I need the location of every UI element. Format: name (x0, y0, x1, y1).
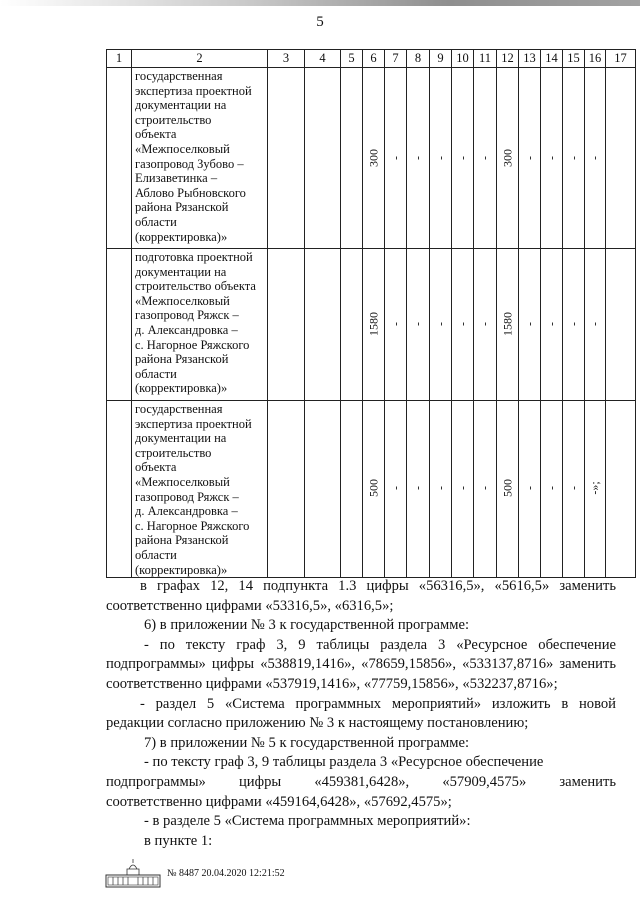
empty-cell (305, 68, 341, 249)
value-cell (474, 249, 497, 401)
description-line: области (135, 547, 177, 562)
description-line: объекта (135, 460, 177, 475)
value-cell (430, 249, 452, 401)
value-text: - (544, 322, 558, 326)
description-line: газопровод Зубово – (135, 156, 244, 171)
page-number: 5 (316, 14, 324, 30)
description-line: (корректировка)» (135, 381, 228, 396)
value-cell (385, 249, 407, 401)
value-text: -»; (587, 480, 602, 495)
description-line: д. Александровка – (135, 504, 238, 519)
value-cell (452, 249, 474, 401)
value-cell (385, 401, 407, 578)
description-line: государственная (135, 402, 223, 416)
document-registration-stamp: № 8487 20.04.2020 12:21:52 (167, 867, 285, 879)
measure-description (132, 401, 268, 578)
column-header: 6 (363, 50, 385, 68)
column-header: 1 (107, 50, 132, 68)
column-header: 2 (132, 50, 268, 68)
value-cell (606, 401, 636, 578)
value-text: - (410, 155, 425, 160)
value-cell (541, 401, 563, 578)
description-line: документации на (135, 264, 227, 279)
value-cell (474, 401, 497, 578)
value-cell (363, 249, 385, 401)
column-header: 13 (519, 50, 541, 68)
value-text: - (433, 155, 447, 160)
value-cell (563, 249, 585, 401)
value-text: - (433, 322, 447, 326)
description-line: «Межпоселковый (135, 474, 230, 489)
value-cell (430, 68, 452, 249)
value-text: 500 (500, 478, 514, 497)
value-text: - (522, 322, 536, 326)
description-line: (корректировка)» (135, 229, 228, 244)
measure-description (132, 249, 268, 401)
column-header: 12 (497, 50, 519, 68)
value-text: - (455, 322, 469, 326)
value-cell (585, 401, 606, 578)
value-text: - (587, 322, 602, 326)
word: подпрограммы» (106, 773, 206, 790)
empty-cell (341, 249, 363, 401)
value-cell (519, 401, 541, 578)
column-header: 11 (474, 50, 497, 68)
value-text: - (455, 485, 469, 490)
empty-cell (268, 68, 305, 249)
value-text: - (388, 485, 402, 490)
value-text: - (522, 485, 536, 490)
empty-cell (107, 249, 132, 401)
description-line: «Межпоселковый (135, 141, 230, 156)
column-header: 17 (606, 50, 636, 68)
value-cell (497, 68, 519, 249)
column-header: 8 (407, 50, 430, 68)
description-line: (корректировка)» (135, 562, 228, 577)
registry-building-icon (105, 858, 161, 888)
value-cell (519, 68, 541, 249)
description-line: газопровод Ряжск – (135, 308, 239, 323)
table-row (107, 249, 636, 401)
description-line: государственная (135, 69, 223, 83)
value-text: - (566, 322, 580, 326)
value-text: - (477, 322, 492, 326)
empty-cell (268, 401, 305, 578)
description-line: экспертиза проектной (135, 416, 252, 431)
value-cell (363, 401, 385, 578)
word: заменить (559, 773, 616, 790)
paragraph: - раздел 5 «Система программных мероприятий» изложить в новой редакции согласно приложению № 3 к настоящему постановлению; (106, 695, 616, 732)
value-cell (585, 68, 606, 249)
value-text: - (544, 485, 558, 490)
value-text: - (410, 322, 425, 326)
description-line: объекта (135, 127, 177, 142)
column-header: 5 (341, 50, 363, 68)
description-line: с. Нагорное Ряжского (135, 337, 250, 352)
empty-cell (107, 401, 132, 578)
value-cell (363, 68, 385, 249)
description-line: документации на (135, 431, 227, 446)
value-text: - (566, 485, 580, 490)
value-text: - (522, 155, 536, 160)
empty-cell (305, 249, 341, 401)
value-text: 300 (500, 148, 514, 167)
value-cell (606, 249, 636, 401)
value-cell (474, 68, 497, 249)
value-text: - (433, 485, 447, 490)
description-line: строительство объекта (135, 279, 256, 294)
column-header: 3 (268, 50, 305, 68)
description-line: строительство (135, 112, 212, 127)
description-line: Елизаветинка – (135, 171, 218, 186)
value-text: - (544, 155, 558, 160)
paragraph-line (106, 773, 616, 793)
value-cell (385, 68, 407, 249)
table-row (107, 401, 636, 578)
description-line: экспертиза проектной (135, 83, 252, 98)
empty-cell (305, 401, 341, 578)
value-text: 300 (366, 148, 380, 167)
value-text: - (388, 155, 402, 160)
paragraph: в графах 12, 14 подпункта 1.3 цифры «56316,5», «5616,5» заменить соответственно цифрами «53316,5», «6316,5»; (106, 578, 616, 614)
value-text: - (455, 155, 469, 160)
column-header: 10 (452, 50, 474, 68)
value-text: - (587, 155, 602, 160)
value-text: 1580 (366, 312, 380, 336)
column-header: 9 (430, 50, 452, 68)
value-text: - (388, 322, 402, 326)
column-header: 16 (585, 50, 606, 68)
description-line: документации на (135, 98, 227, 113)
word: цифры (239, 773, 282, 790)
description-line: области (135, 366, 177, 381)
empty-cell (268, 249, 305, 401)
document-body (106, 577, 616, 851)
paragraph: - по тексту граф 3, 9 таблицы раздела 3 «Ресурсное обеспечение подпрограммы» цифры «538819,1416», «78659,15856», «533137,8716» заменить соответственно цифрами «537919,1416», «77759,15856», «532237,8716»; (106, 636, 616, 692)
value-cell (563, 68, 585, 249)
value-cell (541, 68, 563, 249)
paragraph: 6) в приложении № 3 к государственной программе: (144, 617, 470, 634)
value-text: - (566, 155, 580, 160)
description-line: района Рязанской (135, 200, 229, 215)
value-cell (407, 401, 430, 578)
description-line: района Рязанской (135, 533, 229, 548)
paragraph: 7) в приложении № 5 к государственной программе: (144, 734, 470, 751)
word: «57909,4575» (442, 773, 527, 790)
column-header: 14 (541, 50, 563, 68)
paragraph: - по тексту граф 3, 9 таблицы раздела 3 «Ресурсное обеспечение (144, 754, 544, 771)
value-text: - (410, 485, 425, 490)
empty-cell (341, 401, 363, 578)
value-cell (585, 249, 606, 401)
measure-description (132, 68, 268, 249)
value-cell (497, 401, 519, 578)
value-cell (452, 401, 474, 578)
value-cell (497, 249, 519, 401)
description-line: газопровод Ряжск – (135, 489, 239, 504)
value-text: - (477, 155, 492, 160)
program-table (106, 49, 636, 578)
column-header: 7 (385, 50, 407, 68)
document-footer (105, 858, 285, 888)
description-line: области (135, 214, 177, 229)
value-cell (541, 249, 563, 401)
empty-cell (341, 68, 363, 249)
table-header-row (107, 50, 636, 68)
description-line: Аблово Рыбновского (135, 185, 246, 200)
column-header: 4 (305, 50, 341, 68)
value-cell (430, 401, 452, 578)
value-cell (407, 68, 430, 249)
value-text: 1580 (500, 312, 514, 336)
value-cell (519, 249, 541, 401)
description-line: строительство (135, 445, 212, 460)
paragraph: соответственно цифрами «459164,6428», «57692,4575»; (106, 793, 452, 810)
table-row (107, 68, 636, 249)
description-line: района Рязанской (135, 352, 229, 367)
value-cell (452, 68, 474, 249)
value-text: - (477, 485, 492, 490)
description-line: «Межпоселковый (135, 293, 230, 308)
empty-cell (107, 68, 132, 249)
value-cell (606, 68, 636, 249)
column-header: 15 (563, 50, 585, 68)
paragraph: в пункте 1: (144, 832, 213, 849)
value-cell (563, 401, 585, 578)
scan-top-edge (0, 0, 640, 6)
paragraph: - в разделе 5 «Система программных мероприятий»: (144, 813, 471, 830)
description-line: д. Александровка – (135, 322, 238, 337)
word: «459381,6428», (314, 773, 410, 790)
description-line: с. Нагорное Ряжского (135, 518, 250, 533)
value-cell (407, 249, 430, 401)
value-text: 500 (366, 478, 380, 497)
description-line: подготовка проектной (135, 250, 253, 264)
